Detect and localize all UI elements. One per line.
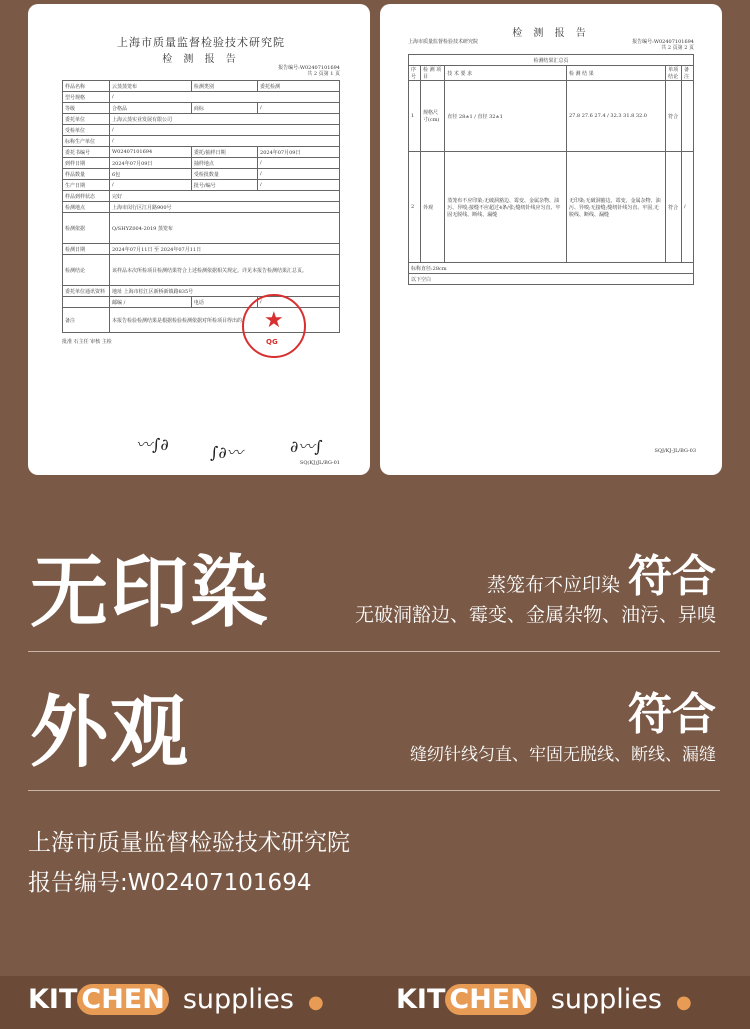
report2-header-cell: 技 术 要 求 [445,66,567,81]
report1-signature-row: 批准 石主任 审核 主检 [62,339,112,345]
dot-icon: ● [307,992,324,1013]
report2-summary-title: 检测结果汇总页 [409,55,694,66]
report2-row: 1 规格尺寸(cm) 直径 28±1 / 直径 32±1 27.8 27.6 27.4 / 32.3 31.8 32.0 符合 [409,81,694,152]
brand-logo: KIT CHEN supplies ● [396,984,692,1015]
report1-institute: 上海市质量监督检验技术研究院 [117,36,285,49]
section1-detail: 无破洞豁边、霉变、金属杂物、油污、异嗅 [354,604,716,626]
report2-header-cell: 序号 [409,66,421,81]
brand-logo: KIT CHEN supplies ● [28,984,324,1015]
report2-header-cell: 检 测 项 目 [420,66,444,81]
report1-row: 检测依据 Q/SHYZ004-2019 蒸笼布 [63,213,340,244]
report1-title: 检 测 报 告 [162,54,240,65]
report1-row: 标称生产单位 / [63,136,340,147]
report1-row: 备注 本报告检验检测结果是根据检验检测依据对所检项目得出的。 [63,308,340,333]
report1-row: 检测结论 该样品本次所检项目检测结果符合上述检测依据相关规定。详见本报告检测结果汇总页。 [63,255,340,286]
section1-heading: 无印染 [30,548,271,638]
report1-row: 样品到样状态 完好 [63,191,340,202]
section1-requirement: 蒸笼布不应印染 [486,574,620,596]
report2-doc-code: SQJ/KJ-JL/BG-03 [654,448,696,454]
stamp-mark: QG [266,338,278,346]
report2-row: 2 外观 蒸笼布不应印染;无破洞豁边、霉变、金属杂物、油污、异嗅;接缝不应超过4条/张;缝纫针线应匀直、牢固无脱线、断线、漏缝 无印染;无破洞豁边、霉变、金属杂物、油污、异嗅;无接缝;缝纫针线匀直、牢固,无脱线、断线、漏缝 符合 / [409,152,694,263]
section2-result: 符合 [628,689,716,740]
report1-row: 样品名称 云蒸蒸笼布 检测类别 委托检测 [63,81,340,92]
report1-row: 检测日期 2024年07月11日 至 2024年07月11日 [63,244,340,255]
dot-icon: ● [675,992,692,1013]
report2-header-cell: 单项结论 [666,66,682,81]
signature-inspector: ∂〰∫ [290,437,323,456]
divider [28,651,720,652]
report1-row: 委托书编号 W02407101694 委托/抽样日期 2024年07月09日 [63,147,340,158]
report1-row: 到样日期 2024年07月09日 抽样地点 / [63,158,340,169]
report2-title: 检 测 报 告 [512,28,590,39]
report1-row: 型号规格 / [63,92,340,103]
divider [28,790,720,791]
report1-row: 等级 合格品 商标 / [63,103,340,114]
report1-row: 委托单位通讯资料 地址 上海市松江区新桥新镇路835号 [63,286,340,297]
report2-note-diameter: 标称直径:28cm [409,263,694,274]
report2-page: 共 2 页第 2 页 [661,45,694,51]
report2-number: 报告编号:W02407101694 [632,39,694,45]
report2-table [408,54,694,285]
report1-row: 邮编 / 电话 / [63,297,340,308]
report1-row: 受检单位 / [63,125,340,136]
brand-bar [0,976,750,1029]
official-stamp [242,294,306,358]
report2-header-cell: 备注 [681,66,693,81]
footer-institute: 上海市质量监督检验技术研究院 [28,830,350,856]
stamp-star-icon: ★ [264,308,284,333]
signature-reviewer: ∫∂〰 [210,443,243,462]
report2-note-blank: 以下空白 [409,274,694,285]
report2-institute: 上海市质量监督检验技术研究院 [408,39,479,45]
report1-page: 共 2 页第 1 页 [307,71,340,77]
report-page-2 [380,4,722,475]
report1-row: 检测地点 上海市闵行区江月路900号 [63,202,340,213]
report1-doc-code: SQ(KJ)JL/BG-01 [299,460,340,466]
section2-heading: 外观 [30,688,191,778]
signature-approver: 〰∫∂ [136,435,169,454]
report1-row: 样品数量 6包 受检批数量 / [63,169,340,180]
report1-row: 生产日期 / 批号/编号 / [63,180,340,191]
report1-table [62,80,340,333]
section1-result: 符合 [628,551,716,602]
report1-row: 委托单位 上海云蒸实业发展有限公司 [63,114,340,125]
report1-number: 报告编号:W02407101694 [278,65,340,71]
report-page-1 [28,4,370,475]
report2-header-cell: 检 测 结 果 [566,66,665,81]
footer-report-number: 报告编号:W02407101694 [28,870,312,896]
section2-detail: 缝纫针线匀直、牢固无脱线、断线、漏缝 [410,745,716,765]
